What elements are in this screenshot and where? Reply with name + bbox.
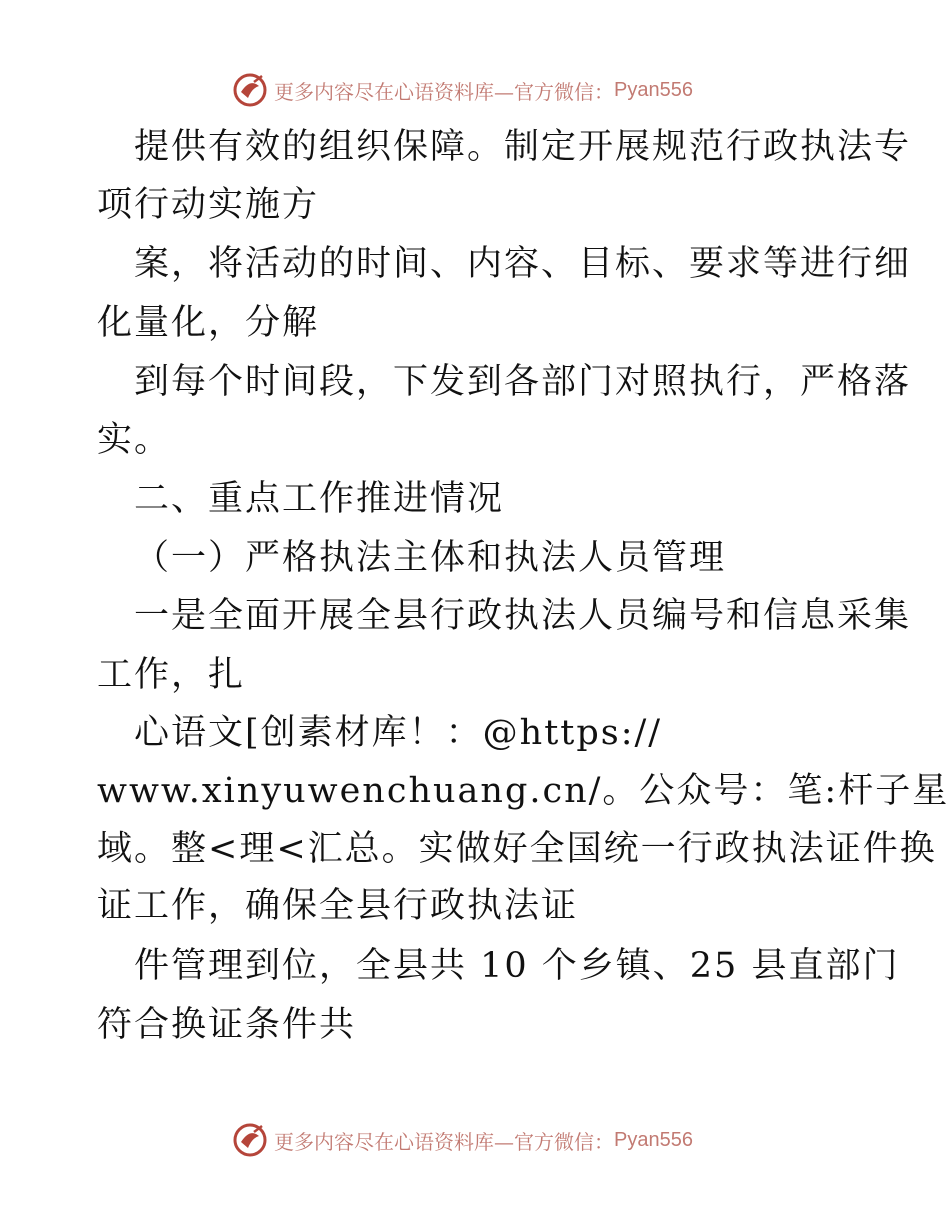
- library-logo-icon: [232, 72, 268, 108]
- body-line: 一是全面开展全县行政执法人员编号和信息采集: [134, 596, 912, 636]
- body-line: 项行动实施方: [97, 185, 320, 225]
- header-banner: [0, 70, 950, 110]
- body-line: 心语文[创素材库！：@https://: [134, 713, 663, 753]
- subsection-heading: （一）严格执法主体和执法人员管理: [134, 538, 727, 578]
- body-line: 案，将活动的时间、内容、目标、要求等进行细: [134, 244, 912, 284]
- body-line: 证工作，确保全县行政执法证: [97, 886, 579, 926]
- body-line: 件管理到位，全县共 10 个乡镇、25 县直部门: [134, 946, 900, 986]
- header-banner-text: 更多内容尽在心语资料库—官方微信：: [274, 79, 614, 104]
- body-line: 化量化，分解: [97, 303, 320, 343]
- body-line: 工作，扎: [97, 655, 246, 695]
- body-line: 域。整<理<汇总。实做好全国统一行政执法证件换: [97, 829, 937, 869]
- body-line: 符合换证条件共: [97, 1005, 357, 1045]
- library-logo-icon: [232, 1122, 268, 1158]
- footer-banner-wechat: Pyan556: [614, 1128, 693, 1151]
- footer-banner: [0, 1120, 950, 1160]
- body-line: 提供有效的组织保障。制定开展规范行政执法专: [134, 127, 912, 167]
- body-line: 实。: [97, 420, 172, 460]
- header-banner-wechat: Pyan556: [614, 78, 693, 101]
- footer-banner-text: 更多内容尽在心语资料库—官方微信：: [274, 1129, 614, 1154]
- body-line: www.xinyuwenchuang.cn/。公众号：笔:杆子星: [97, 771, 950, 811]
- body-line: 到每个时间段，下发到各部门对照执行，严格落: [134, 362, 912, 402]
- section-heading: 二、重点工作推进情况: [134, 479, 505, 519]
